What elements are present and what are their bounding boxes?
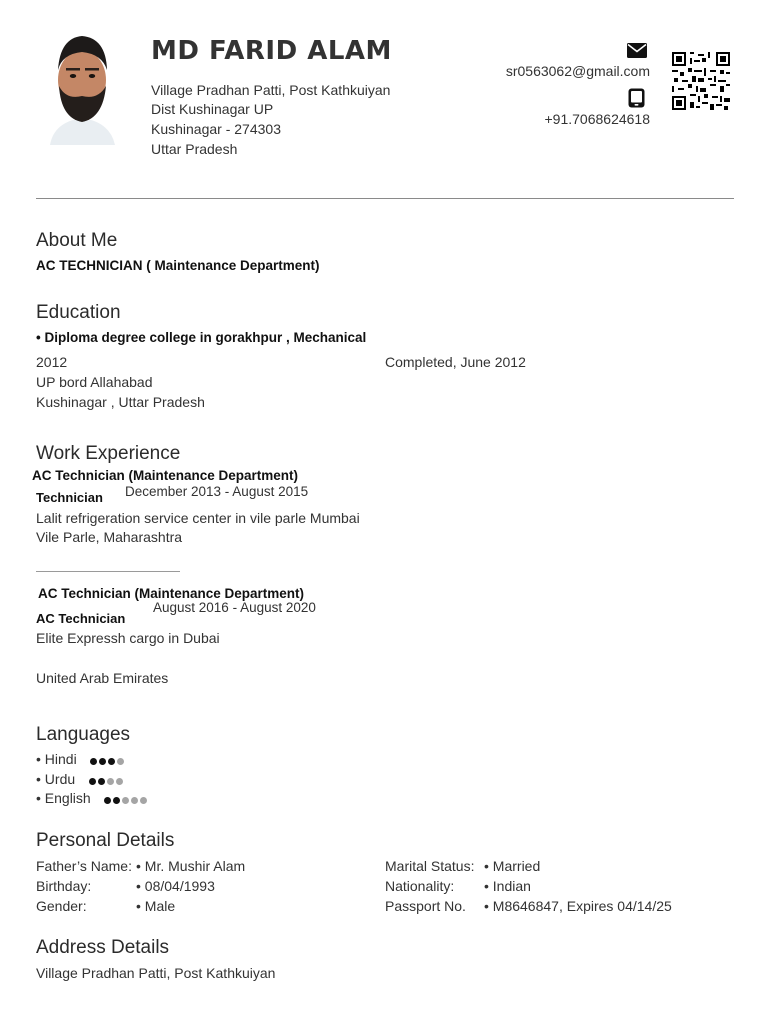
- job-dates: August 2016 - August 2020: [153, 600, 316, 615]
- education-degree: • Diploma degree college in gorakhpur , Mechanical: [36, 330, 367, 345]
- envelope-icon: [627, 43, 647, 58]
- rating-dot-filled: [113, 797, 120, 804]
- job-location: Vile Parle, Maharashtra: [36, 529, 183, 545]
- education-year: 2012: [36, 354, 68, 370]
- gender-label: Gender:: [36, 898, 87, 914]
- rating-dot-filled: [104, 797, 111, 804]
- phone-number: +91.7068624618: [544, 111, 650, 127]
- birthday-label: Birthday:: [36, 878, 92, 894]
- job-title: AC Technician (Maintenance Department): [32, 468, 299, 483]
- job-employer: Elite Expressh cargo in Dubai: [36, 630, 220, 646]
- job-role: AC Technician: [36, 611, 126, 626]
- languages-heading: Languages: [36, 724, 131, 745]
- rating-dot-empty: [140, 797, 147, 804]
- education-board: UP bord Allahabad: [36, 374, 153, 390]
- address-line-2: Dist Kushinagar UP: [151, 101, 274, 117]
- language-label: • English: [36, 790, 91, 806]
- language-rating: [90, 752, 126, 768]
- gender-value: • Male: [136, 898, 176, 914]
- nationality-value: • Indian: [484, 878, 531, 894]
- rating-dot-filled: [90, 758, 97, 765]
- email-link[interactable]: sr0563062@gmail.com: [505, 63, 650, 79]
- job-employer: Lalit refrigeration service center in vile parle Mumbai: [36, 510, 360, 526]
- work-heading: Work Experience: [36, 443, 181, 464]
- passport-label: Passport No.: [385, 898, 466, 914]
- rating-dot-filled: [89, 778, 96, 785]
- marital-status-label: Marital Status:: [385, 858, 475, 874]
- job-divider: [36, 571, 180, 572]
- address-line-4: Uttar Pradesh: [151, 141, 238, 157]
- profile-photo: [40, 30, 125, 145]
- fathers-name-value: • Mr. Mushir Alam: [136, 858, 246, 874]
- language-rating: [89, 772, 125, 788]
- passport-value: • M8646847, Expires 04/14/25: [484, 898, 672, 914]
- candidate-name: MD FARID ALAM: [151, 36, 392, 66]
- education-heading: Education: [36, 302, 121, 323]
- marital-status-value: • Married: [484, 858, 541, 874]
- job-role: Technician: [36, 490, 103, 505]
- rating-dot-empty: [107, 778, 114, 785]
- job-dates: December 2013 - August 2015: [125, 484, 309, 499]
- address-heading: Address Details: [36, 937, 170, 958]
- rating-dot-empty: [116, 778, 123, 785]
- rating-dot-empty: [131, 797, 138, 804]
- header-divider: [36, 198, 734, 199]
- fathers-name-label: Father’s Name:: [36, 858, 132, 874]
- about-title: AC TECHNICIAN ( Maintenance Department): [36, 258, 320, 273]
- about-heading: About Me: [36, 230, 118, 251]
- education-location: Kushinagar , Uttar Pradesh: [36, 394, 205, 410]
- language-label: • Hindi: [36, 751, 77, 767]
- address-line-1: Village Pradhan Patti, Post Kathkuiyan: [151, 82, 391, 98]
- rating-dot-filled: [99, 758, 106, 765]
- language-rating: [104, 791, 149, 807]
- rating-dot-empty: [117, 758, 124, 765]
- job-location: United Arab Emirates: [36, 670, 169, 686]
- education-status: Completed, June 2012: [385, 354, 526, 370]
- address-line-3: Kushinagar - 274303: [151, 121, 281, 137]
- job-title: AC Technician (Maintenance Department): [38, 586, 305, 601]
- address-line: Village Pradhan Patti, Post Kathkuiyan: [36, 965, 276, 981]
- nationality-label: Nationality:: [385, 878, 455, 894]
- rating-dot-filled: [98, 778, 105, 785]
- rating-dot-filled: [108, 758, 115, 765]
- qr-code: [672, 52, 730, 110]
- language-label: • Urdu: [36, 771, 76, 787]
- rating-dot-empty: [122, 797, 129, 804]
- phone-icon: [628, 88, 645, 108]
- birthday-value: • 08/04/1993: [136, 878, 215, 894]
- personal-heading: Personal Details: [36, 830, 175, 851]
